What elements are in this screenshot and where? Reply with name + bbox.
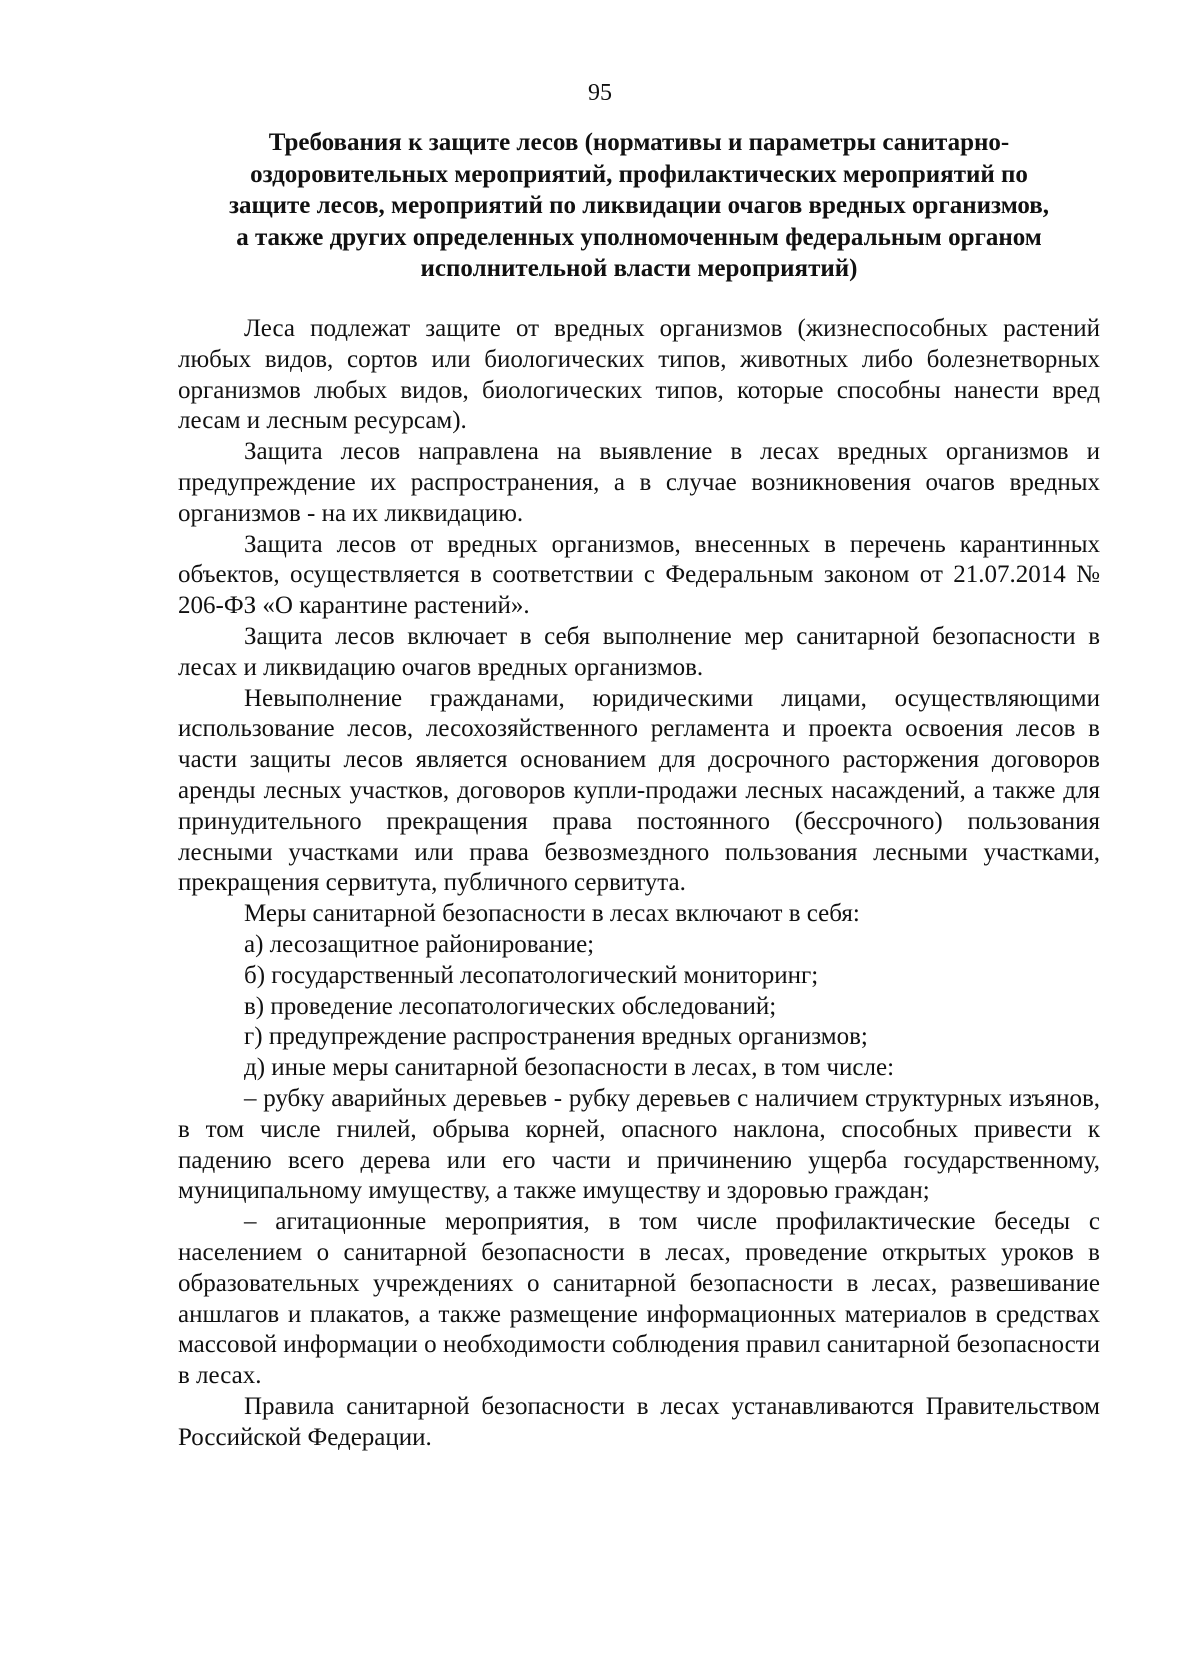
paragraph-protection-includes: Защита лесов включает в себя выполнение мер санитарной безопасности в лесах и ликвидацию очагов вредных организмов. bbox=[178, 622, 1100, 681]
heading-line: оздоровительных мероприятий, профилактических мероприятий по bbox=[250, 160, 1028, 188]
paragraph-forest-protection-scope: Леса подлежат защите от вредных организмов (жизнеспособных растений любых видов, сортов или биологических типов, животных либо болезнетворных организмов любых видов, биологических типов, которые способны нанести вред лесам и лесным ресурсам). bbox=[178, 315, 1100, 435]
heading-line: защите лесов, мероприятий по ликвидации очагов вредных организмов, bbox=[228, 192, 1050, 219]
section-heading bbox=[178, 127, 1100, 285]
body-text bbox=[178, 314, 1100, 1453]
dash-item-awareness-events: – агитационные мероприятия, в том числе профилактические беседы с населением о санитарной безопасности в лесах, проведение открытых уроков в образовательных учреждениях о санитарной безопасности в лесах, развешивание аншлагов и плакатов, а также размещение информационных материалов в средствах массовой информации о необходимости соблюдения правил санитарной безопасности в лесах. bbox=[178, 1208, 1100, 1390]
paragraph-sanitary-measures-intro: Меры санитарной безопасности в лесах включают в себя: bbox=[244, 900, 860, 928]
heading-line: Требования к защите лесов (нормативы и параметры санитарно- bbox=[268, 129, 1010, 156]
heading-line: а также других определенных уполномоченным федеральным органом bbox=[236, 223, 1042, 251]
heading-line: исполнительной власти мероприятий) bbox=[420, 255, 858, 282]
dash-item-emergency-felling: – рубку аварийных деревьев - рубку деревьев с наличием структурных изъянов, в том числе гнилей, обрыва корней, опасного наклона, способных привести к падению всего дерева или его части и причинению ущерба государственному, муниципальному имуществу, а также имуществу и здоровью граждан; bbox=[178, 1084, 1100, 1205]
list-item-monitoring: б) государственный лесопатологический мониторинг; bbox=[244, 961, 819, 989]
list-item-prevention: г) предупреждение распространения вредных организмов; bbox=[244, 1023, 868, 1051]
paragraph-rules-established: Правила санитарной безопасности в лесах устанавливаются Правительством Российской Федерации. bbox=[178, 1392, 1100, 1451]
list-item-other-measures: д) иные меры санитарной безопасности в лесах, в том числе: bbox=[244, 1054, 895, 1082]
paragraph-protection-purpose: Защита лесов направлена на выявление в лесах вредных организмов и предупреждение их распространения, а в случае возникновения очагов вредных организмов - на их ликвидацию. bbox=[178, 438, 1100, 527]
paragraph-non-compliance: Невыполнение гражданами, юридическими лицами, осуществляющими использование лесов, лесохозяйственного регламента и проекта освоения лесов в части защиты лесов является основанием для досрочного расторжения договоров аренды лесных участков, договоров купли-продажи лесных насаждений, а также для принудительного прекращения права постоянного (бессрочного) пользования лесными участками или права безвозмездного пользования лесными участками, прекращения сервитута, публичного сервитута. bbox=[178, 684, 1100, 897]
list-item-surveys: в) проведение лесопатологических обследований; bbox=[244, 992, 777, 1020]
paragraph-quarantine-law: Защита лесов от вредных организмов, внесенных в перечень карантинных объектов, осуществляется в соответствии с Федеральным законом от 21.07.2014 № 206-ФЗ «О карантине растений». bbox=[178, 530, 1100, 620]
page-number: 95 bbox=[588, 80, 612, 106]
list-item-zoning: а) лесозащитное районирование; bbox=[244, 930, 595, 958]
